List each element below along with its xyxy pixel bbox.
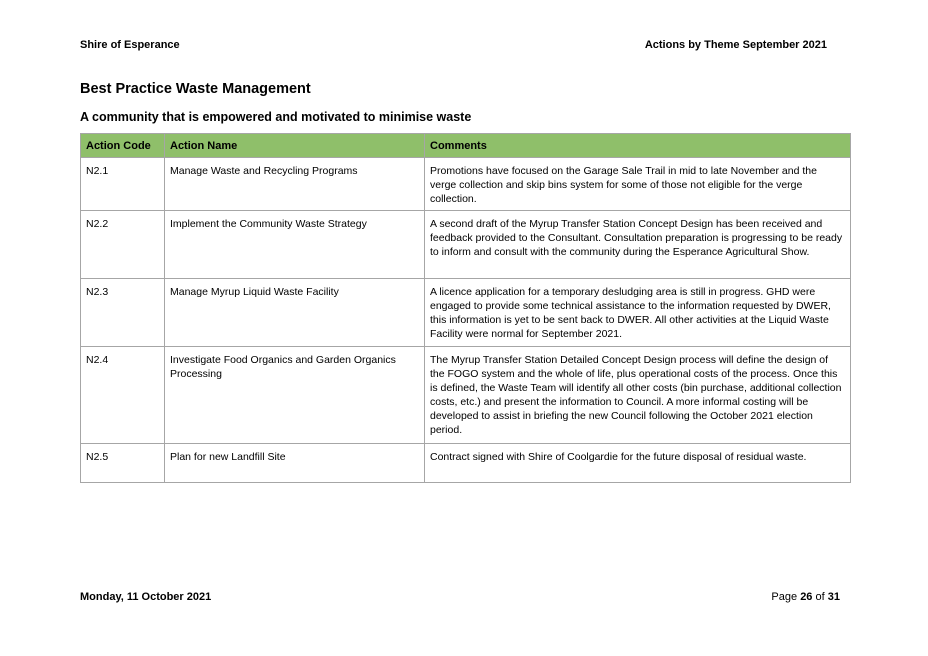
section-subtitle: A community that is empowered and motivated to minimise waste [80, 110, 472, 124]
table-row [81, 211, 851, 279]
comments-cell: A second draft of the Myrup Transfer Station Concept Design has been received and feedback provided to the Consultant. Consultation preparation is progressing to be ready to inform and consult with the community during the Esperance Agricultural Show. [425, 211, 851, 279]
action-name-cell: Plan for new Landfill Site [165, 444, 425, 483]
table-row [81, 347, 851, 444]
column-header-action-code: Action Code [81, 134, 165, 158]
action-code-cell: N2.4 [81, 347, 165, 444]
table-header-row [81, 134, 851, 158]
action-name-cell: Manage Myrup Liquid Waste Facility [165, 279, 425, 347]
column-header-comments: Comments [425, 134, 851, 158]
header-organisation: Shire of Esperance [80, 39, 180, 51]
comments-cell: Contract signed with Shire of Coolgardie for the future disposal of residual waste. [425, 444, 851, 483]
table-row [81, 158, 851, 211]
footer-page-number [700, 591, 840, 603]
comments-cell: Promotions have focused on the Garage Sale Trail in mid to late November and the verge collection and skip bins system for some of those not eligible for the verge collection. [425, 158, 851, 211]
action-name-cell: Manage Waste and Recycling Programs [165, 158, 425, 211]
action-code-cell: N2.2 [81, 211, 165, 279]
table-row [81, 444, 851, 483]
footer-date: Monday, 11 October 2021 [80, 591, 212, 603]
page-of: of [815, 591, 825, 603]
column-header-action-name: Action Name [165, 134, 425, 158]
action-code-cell: N2.3 [81, 279, 165, 347]
comments-cell: The Myrup Transfer Station Detailed Concept Design process will define the design of the FOGO system and the whole of life, plus operational costs of the process. Once this is defined, the Waste Team will identify all other costs (bin purchase, additional collection costs, etc.) and present the information to Council. A more informal costing will be developed to assist in briefing the new Council following the October 2021 election period. [425, 347, 851, 444]
table-row [81, 279, 851, 347]
page-total: 31 [827, 591, 840, 603]
action-name-cell: Implement the Community Waste Strategy [165, 211, 425, 279]
comments-cell: A licence application for a temporary desludging area is still in progress. GHD were engaged to provide some technical assistance to the information requested by DWER, this information is yet to be sent back to DWER. All other activities at the Liquid Waste Facility were normal for September 2021. [425, 279, 851, 347]
action-name-cell: Investigate Food Organics and Garden Organics Processing [165, 347, 425, 444]
page-current: 26 [800, 591, 813, 603]
header-report-title: Actions by Theme September 2021 [644, 39, 827, 51]
action-code-cell: N2.5 [81, 444, 165, 483]
actions-table [80, 133, 851, 483]
action-code-cell: N2.1 [81, 158, 165, 211]
section-title: Best Practice Waste Management [80, 81, 311, 97]
page-word: Page [771, 591, 798, 603]
